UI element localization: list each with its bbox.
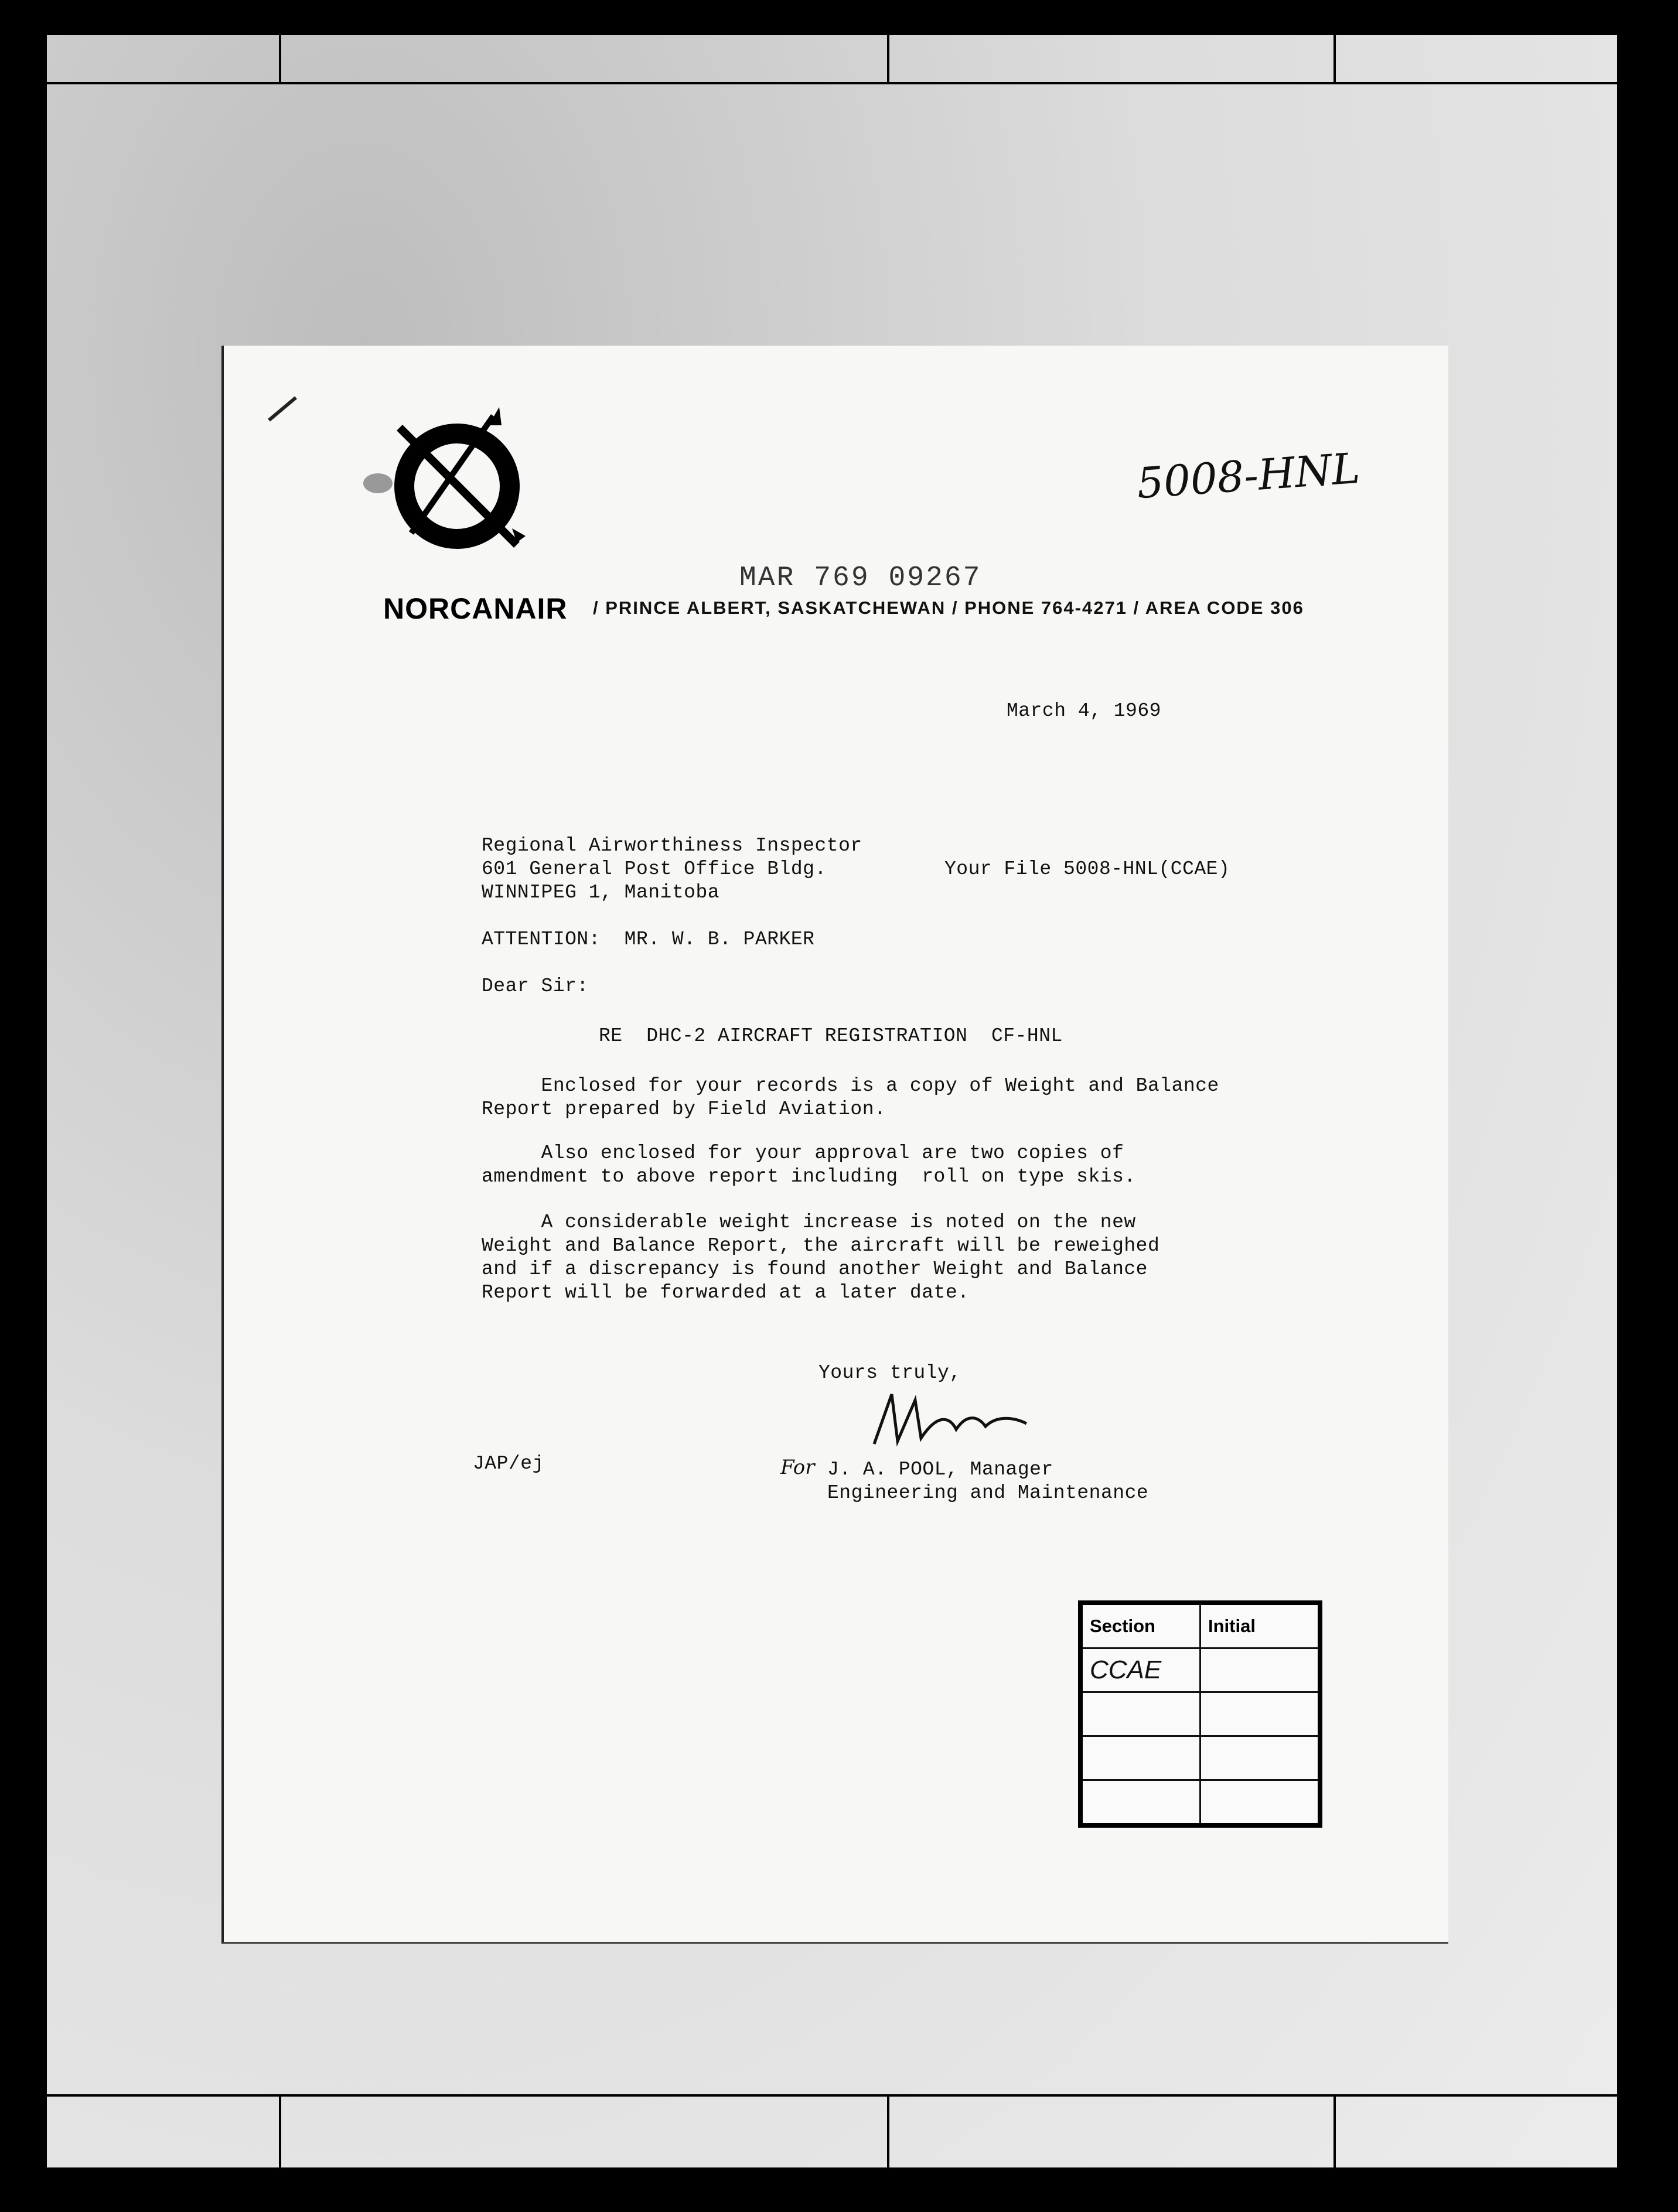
routing-cell [1200,1692,1321,1736]
routing-cell [1080,1780,1200,1826]
routing-header-section: Section [1080,1603,1200,1648]
recipient-line-3: WINNIPEG 1, Manitoba [482,882,720,903]
frame-divider-bl [279,2094,281,2167]
body-p1-line-1: Enclosed for your records is a copy of Weight and Balance [482,1075,1219,1097]
table-row [1080,1780,1320,1826]
body-p3-line-4: Report will be forwarded at a later date. [482,1282,970,1303]
closing: Yours truly, [818,1362,961,1384]
table-row [1080,1648,1320,1692]
table-row [1080,1736,1320,1780]
norcanair-logo-icon [376,404,552,557]
body-p3-line-2: Weight and Balance Report, the aircraft will be reweighed [482,1235,1160,1257]
frame-divider-br [887,2094,889,2167]
handwritten-file-number: 5008-HNL [1135,443,1362,508]
routing-cell [1080,1692,1200,1736]
typist-initials: JAP/ej [473,1453,544,1474]
attention-line: ATTENTION: MR. W. B. PARKER [482,929,815,950]
for-note: For [780,1456,815,1479]
routing-header-initial: Initial [1200,1603,1321,1648]
file-reference: Your File 5008-HNL(CCAE) [944,858,1230,880]
salutation: Dear Sir: [482,975,589,997]
company-contact: / PRINCE ALBERT, SASKATCHEWAN / PHONE 764-4271 / AREA CODE 306 [593,598,1304,618]
received-stamp: MAR 769 09267 [739,562,982,594]
body-p2-line-2: amendment to above report including roll on type skis. [482,1166,1136,1187]
body-p1-line-2: Report prepared by Field Aviation. [482,1098,886,1120]
frame-divider-br2 [1333,2094,1336,2167]
recipient-line-1: Regional Airworthiness Inspector [482,835,862,856]
body-p2-line-1: Also enclosed for your approval are two copies of [482,1142,1124,1164]
routing-stamp-table [1078,1600,1322,1828]
signature-mark [868,1388,1044,1453]
body-p3-line-1: A considerable weight increase is noted on the new [482,1211,1136,1233]
frame-divider-tr2 [1333,35,1336,84]
company-name: NORCANAIR [383,592,568,625]
routing-cell [1080,1736,1200,1780]
frame-top-line [47,82,1617,84]
frame-divider-tl [279,35,281,84]
routing-cell [1200,1648,1321,1692]
frame-bottom-line [47,2094,1617,2097]
signer-title: Engineering and Maintenance [827,1482,1149,1504]
paper-clip-mark [268,396,297,421]
routing-cell [1200,1780,1321,1826]
routing-cell: CCAE [1080,1648,1200,1692]
frame-divider-tr [887,35,889,84]
signer-name: J. A. POOL, Manager [827,1459,1053,1480]
letter-date: March 4, 1969 [1007,700,1161,722]
routing-cell [1200,1736,1321,1780]
routing-header-row [1080,1603,1320,1648]
table-row [1080,1692,1320,1736]
recipient-line-2: 601 General Post Office Bldg. [482,858,827,880]
subject-line: RE DHC-2 AIRCRAFT REGISTRATION CF-HNL [599,1025,1063,1047]
body-p3-line-3: and if a discrepancy is found another Weight and Balance [482,1258,1148,1280]
